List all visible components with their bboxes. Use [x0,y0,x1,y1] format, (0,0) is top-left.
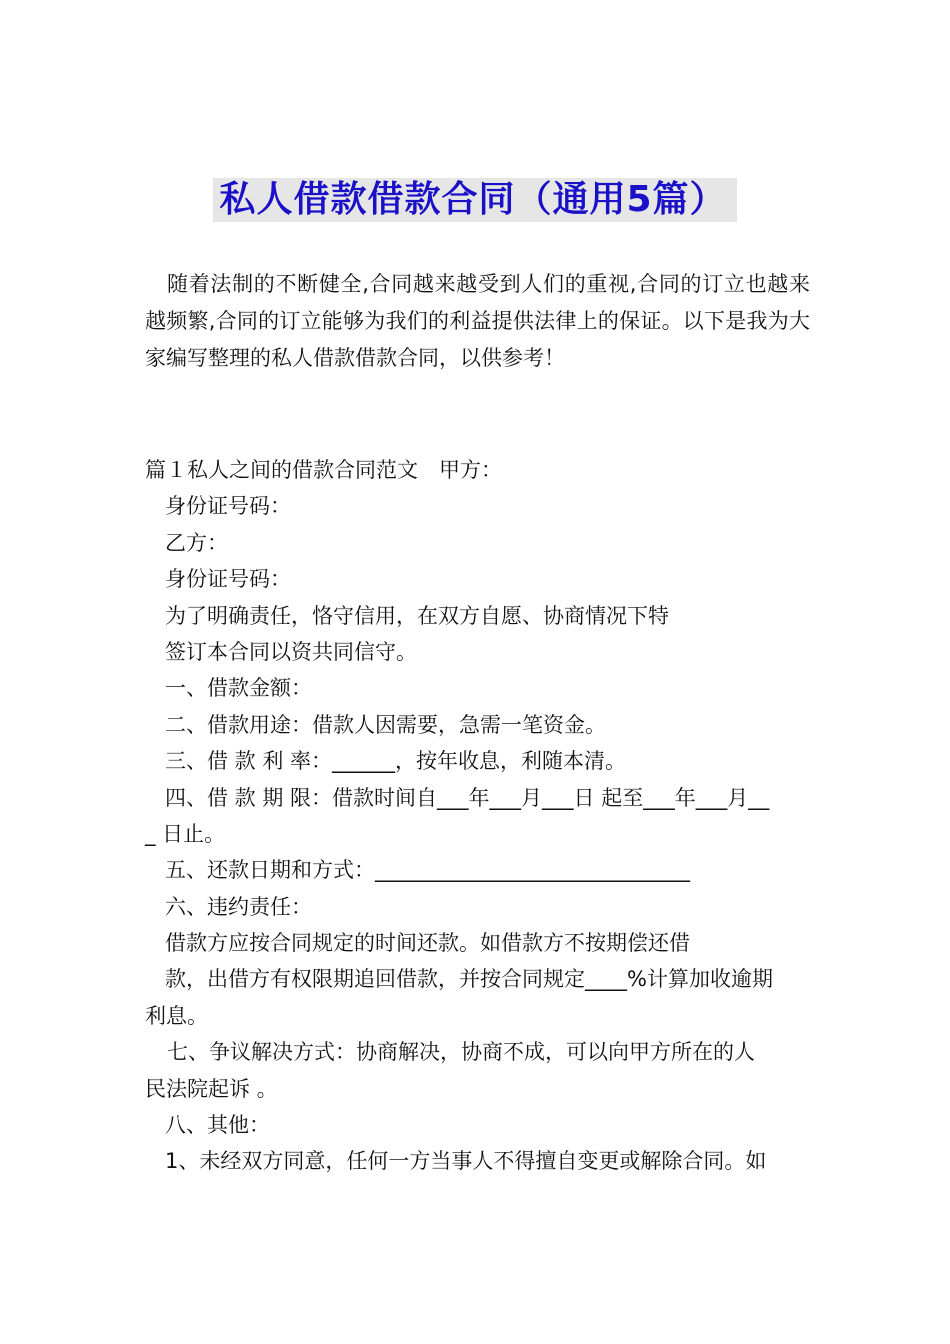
contract-line-party-b: 乙方： [165,530,228,555]
contract-body [145,452,815,1180]
contract-line-term: 四、借 款 期 限：借款时间自___年___月___日 起至___年___月__ [165,785,770,810]
contract-line-liability-2: 款，出借方有权限期追回借款，并按合同规定____%计算加收逾期 [165,967,773,992]
contract-line-liability-1: 借款方应按合同规定的时间还款。如借款方不按期偿还借 [165,931,690,956]
contract-line-amount: 一、借款金额： [165,676,312,701]
contract-line-usage: 二、借款用途：借款人因需要，急需一笔资金。 [165,712,606,737]
contract-line-term-end: _ 日止。 [145,821,226,846]
intro-paragraph: 随着法制的不断健全,合同越来越受到人们的重视,合同的订立也越来越频繁,合同的订立能够为我们的利益提供法律上的保证。以下是我为大家编写整理的私人借款借款合同，以供参考！ [145,272,810,370]
contract-line-liability-3: 利息。 [145,1003,208,1028]
title-container [0,178,950,222]
contract-line-dispute-1: 七、争议解决方式：协商解决，协商不成，可以向甲方所在的人 [167,1040,755,1065]
contract-line-heading: 篇１私人之间的借款合同范文 甲方： [145,458,502,482]
contract-line-dispute-2: 民法院起诉 。 [145,1076,278,1101]
document-title: 私人借款借款合同（通用5篇） [213,178,736,222]
contract-line-other: 八、其他： [165,1113,270,1138]
contract-line-liability: 六、违约责任： [165,894,312,919]
contract-line-id-a: 身份证号码： [165,494,291,519]
contract-line-other-1: 1、未经双方同意，任何一方当事人不得擅自变更或解除合同。如 [165,1149,767,1174]
contract-line-purpose-1: 为了明确责任，恪守信用，在双方自愿、协商情况下特 [165,603,669,628]
contract-line-repayment: 五、还款日期和方式：______________________________ [165,858,690,883]
contract-line-purpose-2: 签订本合同以资共同信守。 [165,639,417,664]
contract-line-rate: 三、借 款 利 率：______，按年收息，利随本清。 [165,749,627,774]
contract-line-id-b: 身份证号码： [165,567,291,592]
